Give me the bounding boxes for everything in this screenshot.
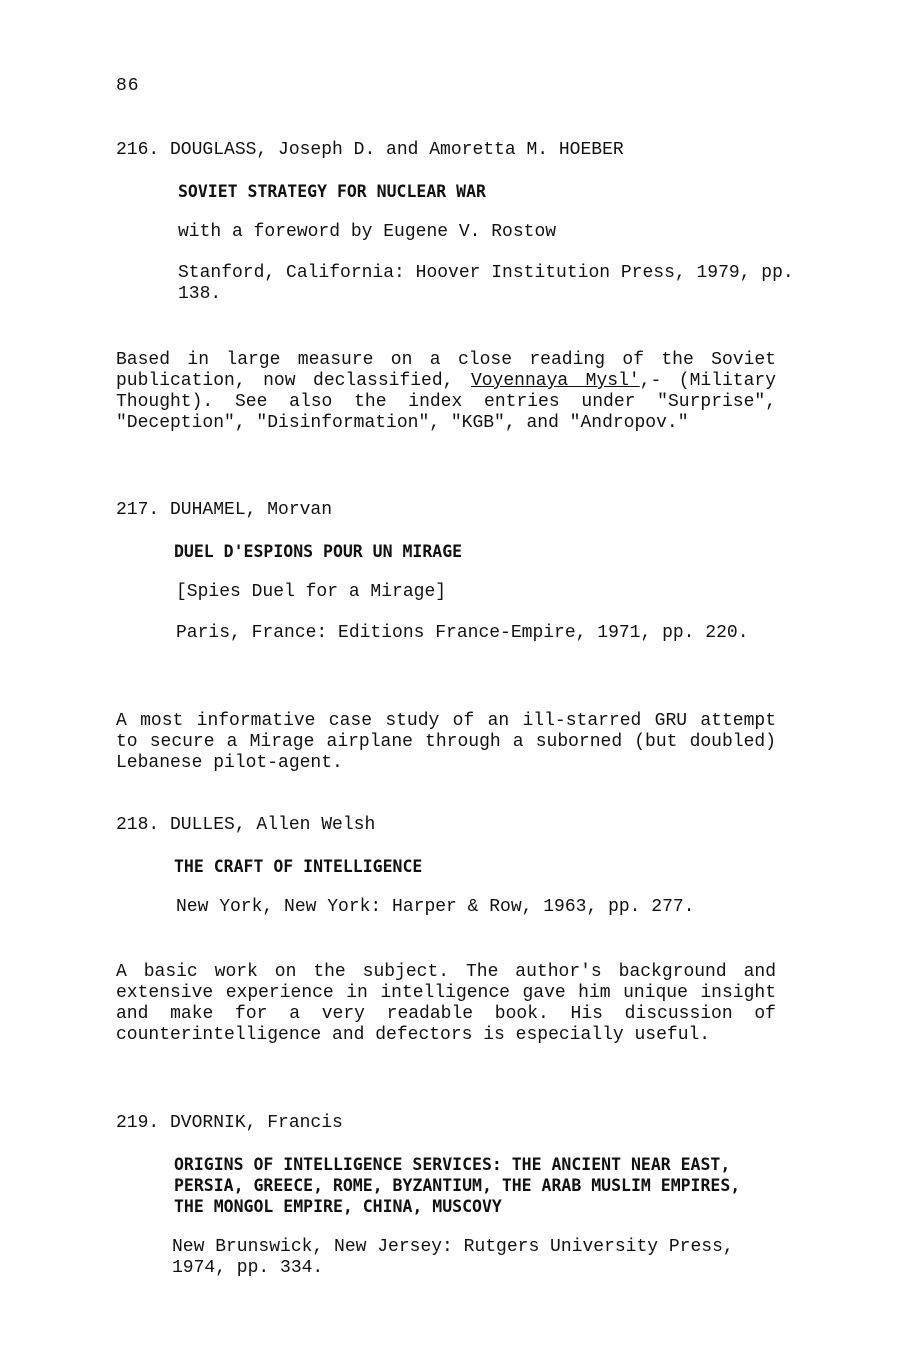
annotation-text: Based in large measure on a close reading of the Soviet publication, now declassified, bbox=[116, 350, 776, 391]
entry-annotation-217: A most informative case study of an ill-starred GRU attempt to secure a Mirage airplane through a suborned (but doubled) Lebanese pilot-agent. bbox=[116, 711, 776, 773]
entry-publication: Stanford, California: Hoover Institution Press, 1979, pp. 138. bbox=[178, 263, 794, 304]
bibliography-entry-217 bbox=[116, 499, 816, 644]
entry-publication: New Brunswick, New Jersey: Rutgers University Press, 1974, pp. 334. bbox=[172, 1237, 734, 1278]
entry-heading: 219. DVORNIK, Francis bbox=[116, 1113, 343, 1133]
entry-heading: 217. DUHAMEL, Morvan bbox=[116, 500, 333, 520]
bibliography-entry-218 bbox=[116, 814, 816, 918]
entry-heading: 218. DULLES, Allen Welsh bbox=[116, 815, 376, 835]
bibliography-entry-219 bbox=[116, 1112, 816, 1279]
bibliography-entry-216 bbox=[116, 139, 816, 305]
entry-subtitle: with a foreword by Eugene V. Rostow bbox=[178, 222, 557, 242]
entry-annotation-216 bbox=[116, 350, 776, 434]
entry-subtitle: [Spies Duel for a Mirage] bbox=[176, 582, 447, 602]
page-number: 86 bbox=[116, 76, 140, 96]
underlined-publication-title: Voyennaya Mysl' bbox=[470, 371, 640, 391]
entry-publication: New York, New York: Harper & Row, 1963, pp. 277. bbox=[176, 897, 695, 917]
entry-annotation-218: A basic work on the subject. The author's background and extensive experience in intelligence gave him unique insight and make for a very readable book. His discussion of counterintelligence and defectors is especially useful. bbox=[116, 962, 776, 1045]
entry-publication: Paris, France: Editions France-Empire, 1971, pp. 220. bbox=[176, 623, 749, 643]
entry-heading: 216. DOUGLASS, Joseph D. and Amoretta M. HOEBER bbox=[116, 140, 624, 160]
entry-title: DUEL D'ESPIONS POUR UN MIRAGE bbox=[174, 542, 463, 561]
entry-title: THE CRAFT OF INTELLIGENCE bbox=[174, 857, 423, 876]
entry-title: ORIGINS OF INTELLIGENCE SERVICES: THE ANCIENT NEAR EAST, PERSIA, GREECE, ROME, BYZANTIUM, THE ARAB MUSLIM EMPIRES, THE MONGOL EMPIRE, CHINA, MUSCOVY bbox=[174, 1155, 741, 1216]
annotation-text: ,- (Military Thought). See also the index entries under "Surprise", "Deception", "Disinformation", "KGB", and "Andropov." bbox=[116, 371, 777, 433]
entry-title: SOVIET STRATEGY FOR NUCLEAR WAR bbox=[178, 182, 486, 201]
